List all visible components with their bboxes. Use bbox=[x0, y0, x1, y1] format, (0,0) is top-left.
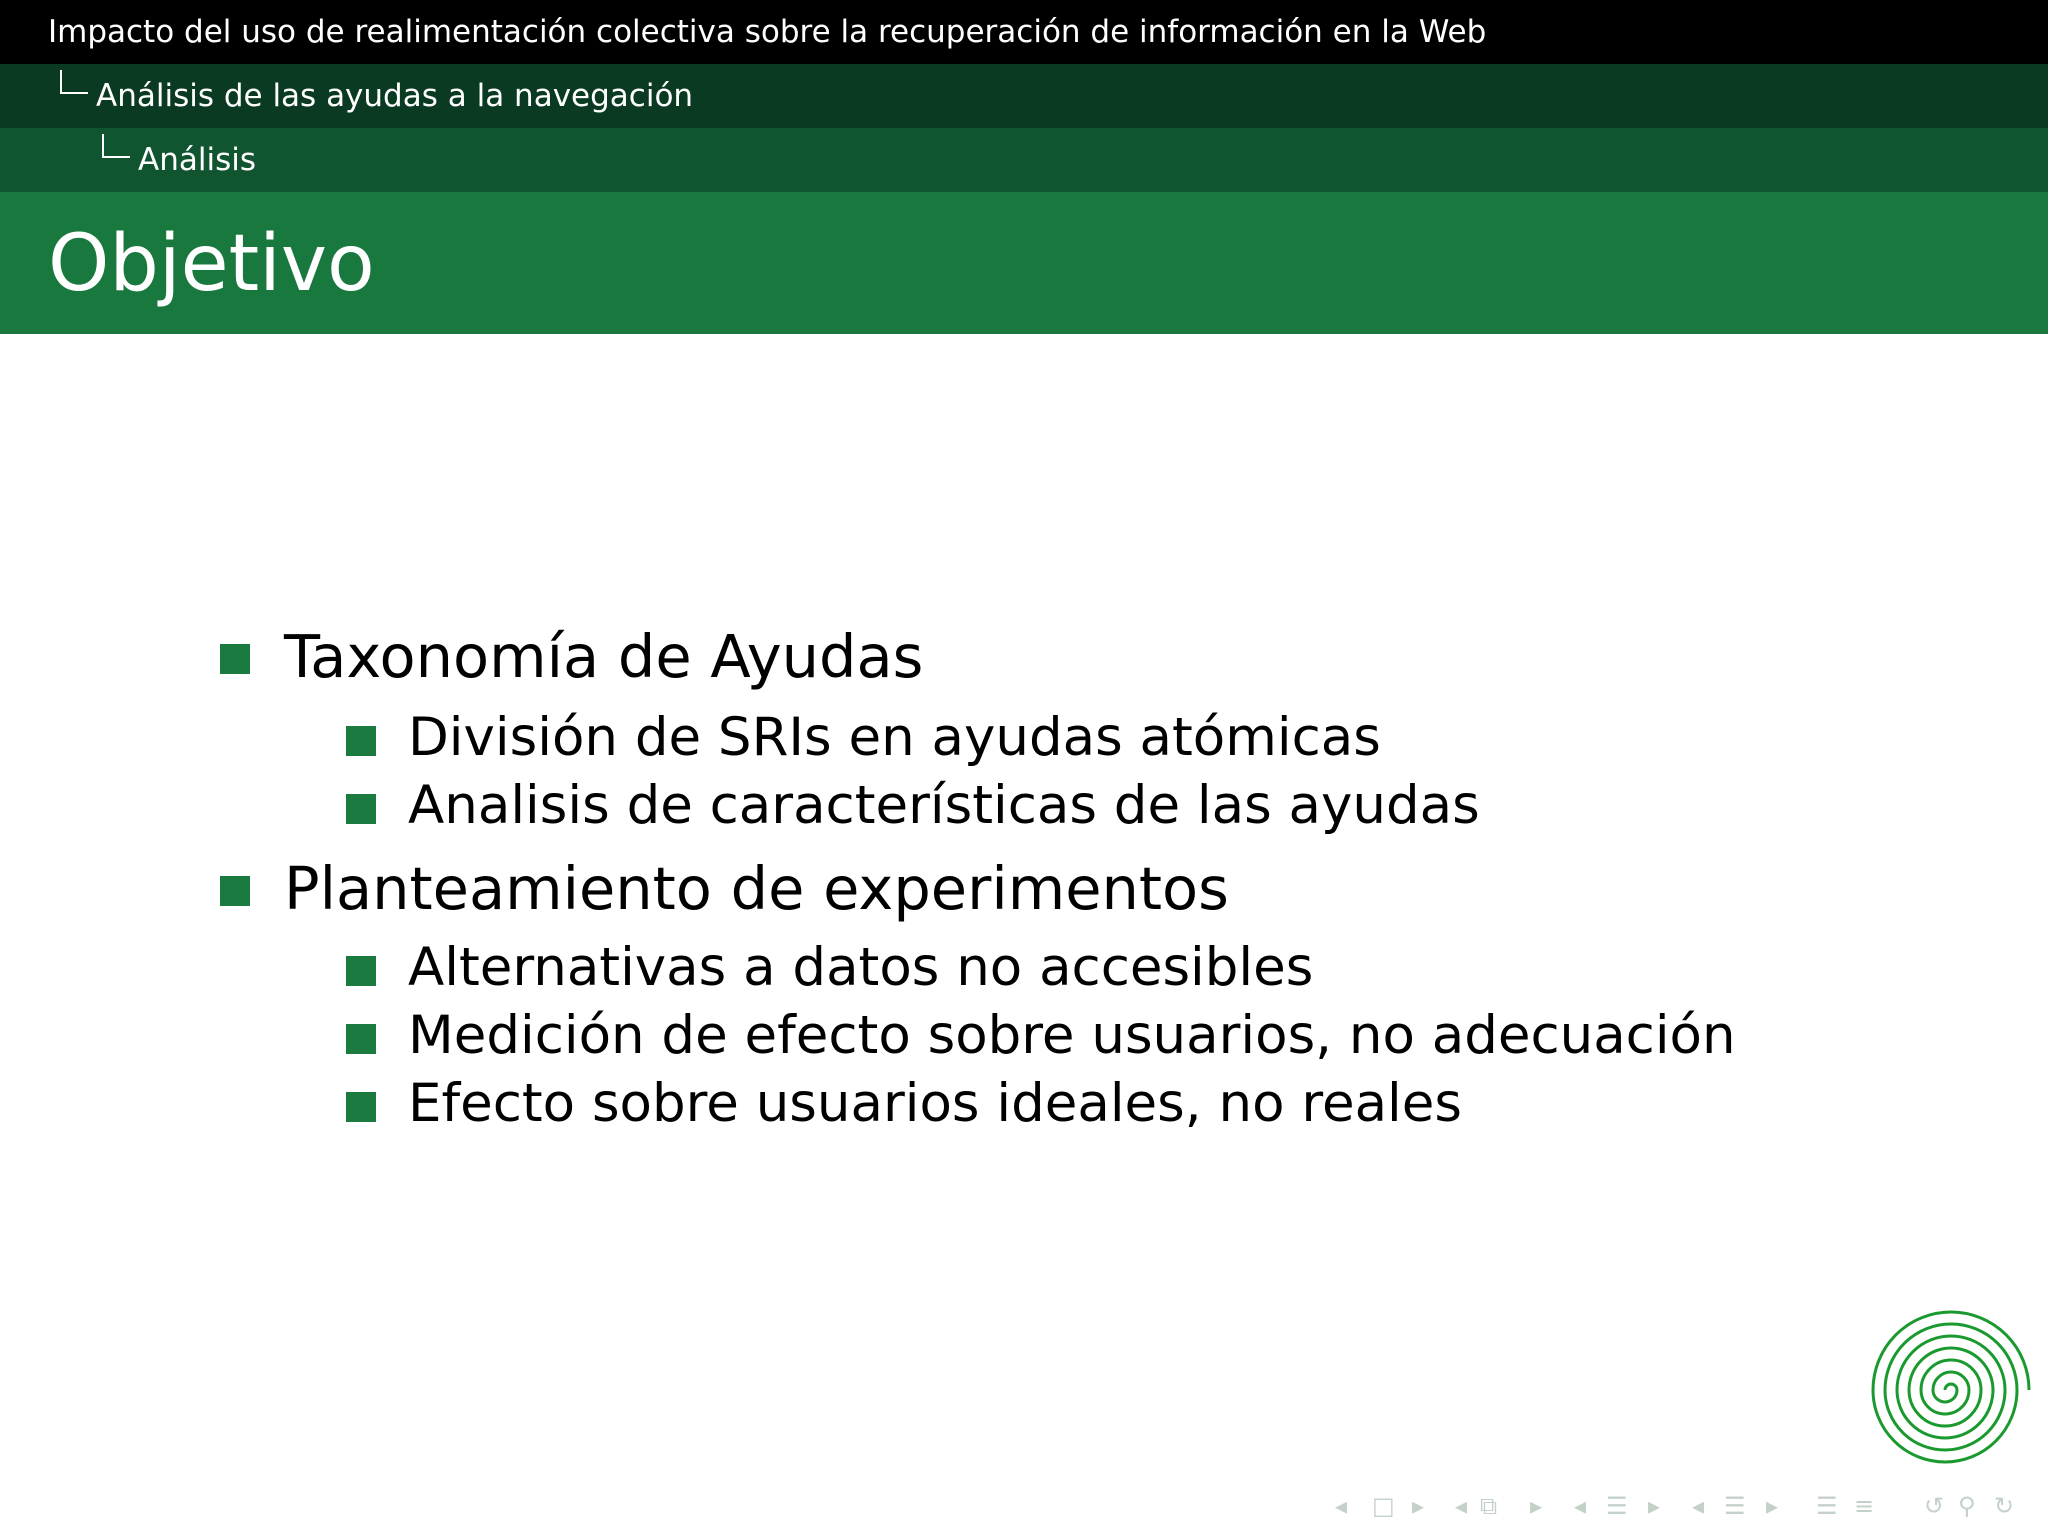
tree-connector bbox=[60, 70, 88, 94]
bullet-square bbox=[346, 726, 376, 756]
bullet-square bbox=[346, 1024, 376, 1054]
search-icon[interactable]: ⚲ bbox=[1958, 1492, 1976, 1520]
subsection-icon[interactable]: ⧉ bbox=[1480, 1492, 1498, 1520]
slide-title: Objetivo bbox=[48, 219, 375, 309]
title-bar bbox=[0, 192, 2048, 334]
appendix-icon[interactable]: ☰ bbox=[1816, 1492, 1838, 1520]
bullet-square bbox=[346, 794, 376, 824]
toc-icon[interactable]: ≡ bbox=[1854, 1492, 1875, 1520]
list-subitem bbox=[408, 708, 1381, 768]
subsection-title[interactable]: Análisis bbox=[138, 142, 256, 178]
section-next-icon[interactable]: ▸ bbox=[1648, 1492, 1661, 1520]
spiral-logo-path bbox=[1873, 1312, 2029, 1462]
frame-icon[interactable]: □ bbox=[1372, 1492, 1395, 1520]
bullet-square bbox=[346, 1092, 376, 1122]
header-subsection-bar bbox=[0, 128, 2048, 192]
slide-icon[interactable]: ☰ bbox=[1724, 1492, 1746, 1520]
list-item-text: Planteamiento de experimentos bbox=[284, 854, 1229, 923]
tree-connector bbox=[102, 134, 130, 158]
spiral-logo bbox=[1855, 1305, 2035, 1475]
list-subitem bbox=[408, 1006, 1736, 1066]
list-subitem bbox=[408, 938, 1313, 998]
list-subitem-text: Efecto sobre usuarios ideales, no reales bbox=[408, 1073, 1462, 1134]
forward-icon[interactable]: ↻ bbox=[1994, 1492, 2015, 1520]
beamer-navigation bbox=[1330, 1488, 2040, 1524]
section-icon[interactable]: ☰ bbox=[1606, 1492, 1628, 1520]
list-subitem-text: Analisis de características de las ayudas bbox=[408, 775, 1480, 836]
subsection-next-icon[interactable]: ▸ bbox=[1530, 1492, 1543, 1520]
list-subitem-text: Alternativas a datos no accesibles bbox=[408, 937, 1314, 998]
list-subitem bbox=[408, 776, 1480, 836]
section-prev-icon[interactable]: ◂ bbox=[1574, 1492, 1587, 1520]
subsection-prev-icon[interactable]: ◂ bbox=[1455, 1492, 1468, 1520]
header-document-title-bar bbox=[0, 0, 2048, 64]
frame-next-icon[interactable]: ▸ bbox=[1412, 1492, 1425, 1520]
document-title[interactable]: Impacto del uso de realimentación colectiva sobre la recuperación de información en la Web bbox=[48, 14, 1487, 50]
list-item-text: Taxonomía de Ayudas bbox=[284, 622, 924, 691]
slide-prev-icon[interactable]: ◂ bbox=[1692, 1492, 1705, 1520]
section-title[interactable]: Análisis de las ayudas a la navegación bbox=[96, 78, 694, 114]
bullet-square bbox=[220, 876, 250, 906]
bullet-square bbox=[346, 956, 376, 986]
slide-content bbox=[0, 334, 2048, 1434]
bullet-square bbox=[220, 644, 250, 674]
header-section-bar bbox=[0, 64, 2048, 128]
frame-prev-icon[interactable]: ◂ bbox=[1335, 1492, 1348, 1520]
list-item bbox=[284, 856, 1229, 922]
list-subitem bbox=[408, 1074, 1462, 1134]
list-subitem-text: División de SRIs en ayudas atómicas bbox=[408, 707, 1381, 768]
list-subitem-text: Medición de efecto sobre usuarios, no adecuación bbox=[408, 1005, 1736, 1066]
back-icon[interactable]: ↺ bbox=[1924, 1492, 1945, 1520]
slide-next-icon[interactable]: ▸ bbox=[1766, 1492, 1779, 1520]
list-item bbox=[284, 624, 923, 690]
